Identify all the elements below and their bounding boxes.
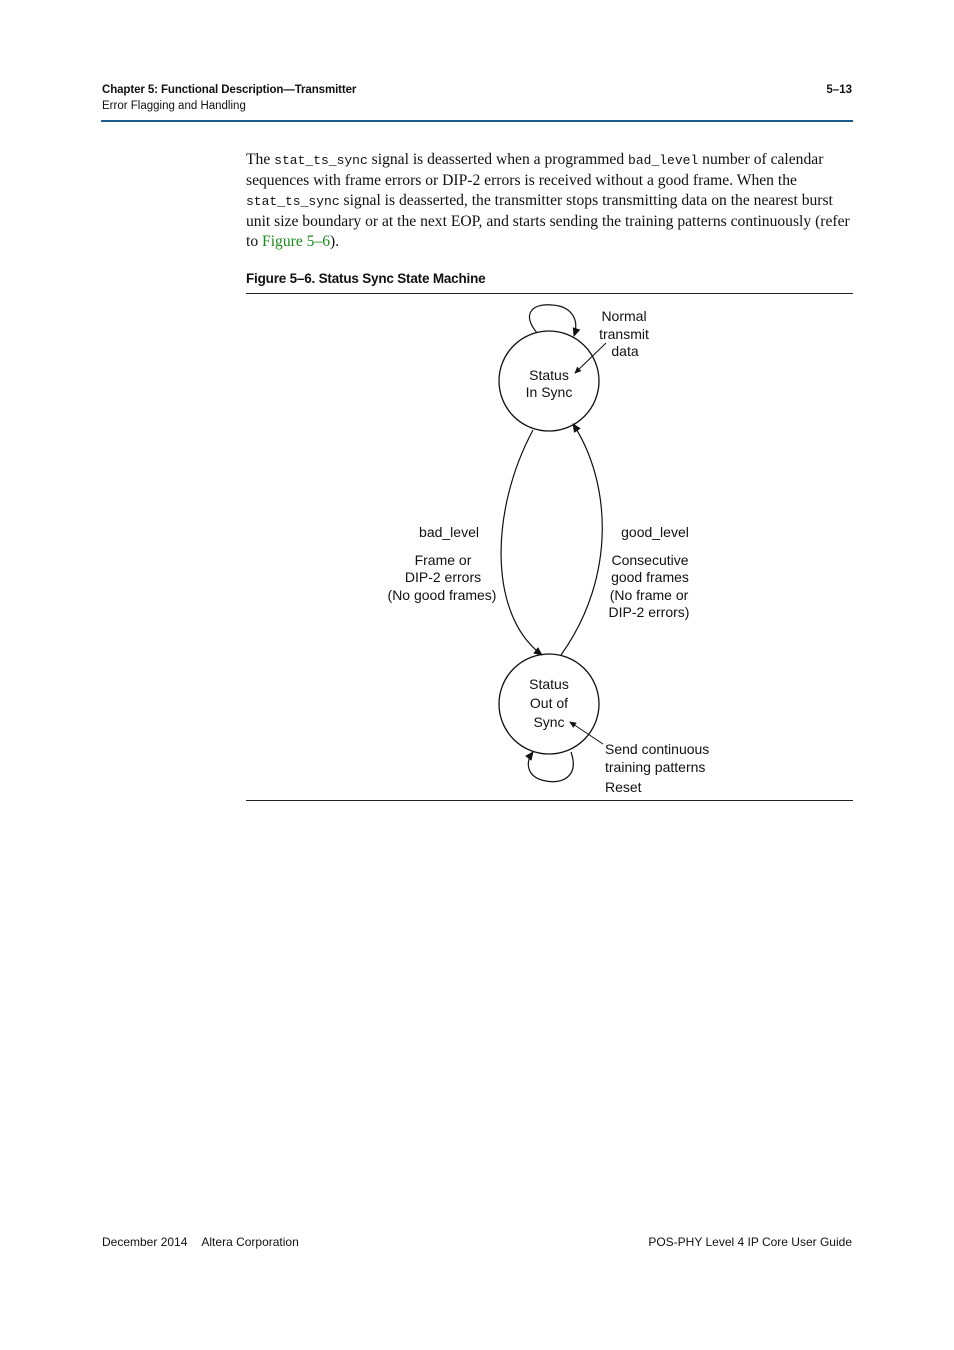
normal-label-3: data (611, 343, 639, 359)
state-in-sync-label-2: In Sync (525, 384, 573, 400)
bad-desc-3: (No good frames) (387, 587, 497, 603)
state-out-of-sync-label-3: Sync (533, 714, 565, 730)
normal-label-1: Normal (601, 308, 647, 324)
good-desc-4: DIP-2 errors) (608, 604, 690, 620)
reset-label: Reset (605, 779, 642, 795)
footer-company: Altera Corporation (201, 1235, 299, 1249)
bad-desc-2: DIP-2 errors (404, 569, 482, 585)
page-number: 5–13 (826, 84, 852, 96)
bad-level-transition-arrow (501, 430, 542, 655)
header-section: Error Flagging and Handling (102, 100, 246, 112)
bad-level-label: bad_level (419, 524, 479, 540)
footer-date: December 2014 (102, 1235, 188, 1249)
good-level-transition-arrow (561, 424, 602, 655)
self-loop-out-of-sync (528, 752, 573, 782)
figure-xref-link[interactable]: Figure 5–6 (262, 233, 331, 250)
header-chapter: Chapter 5: Functional Description—Transmitter (102, 84, 357, 96)
state-out-of-sync-label-1: Status (529, 676, 569, 692)
state-in-sync-label-1: Status (529, 367, 569, 383)
footer-title: POS-PHY Level 4 IP Core User Guide (648, 1235, 852, 1249)
footer-left (102, 1235, 299, 1249)
code-stat-ts-sync: stat_ts_sync (274, 153, 368, 168)
code-bad-level: bad_level (628, 153, 699, 168)
good-level-label: good_level (621, 524, 689, 540)
normal-leader-line (575, 343, 606, 373)
normal-label-2: transmit (599, 326, 649, 342)
figure-bottom-rule (246, 800, 853, 801)
send-label-2: training patterns (605, 759, 706, 775)
bad-desc-1: Frame or (414, 552, 472, 568)
send-label-1: Send continuous (605, 741, 710, 757)
good-desc-2: good frames (611, 569, 689, 585)
figure-caption: Figure 5–6. Status Sync State Machine (246, 271, 486, 286)
send-leader-line (570, 722, 603, 744)
good-desc-3: (No frame or (609, 587, 689, 603)
code-stat-ts-sync-2: stat_ts_sync (246, 194, 340, 209)
body-paragraph: The stat_ts_sync signal is deasserted when a programmed bad_level number of calendar sequences with frame errors or DIP-2 errors is received without a good frame. When the stat_ts_sync signal is deasserted, the transmitter stops transmitting data on the nearest burst unit size boundary or at the next EOP, and starts sending the training patterns continuously (refer to Figure 5–6). (246, 151, 850, 250)
state-out-of-sync-label-2: Out of (529, 695, 569, 711)
good-desc-1: Consecutive (611, 552, 689, 568)
